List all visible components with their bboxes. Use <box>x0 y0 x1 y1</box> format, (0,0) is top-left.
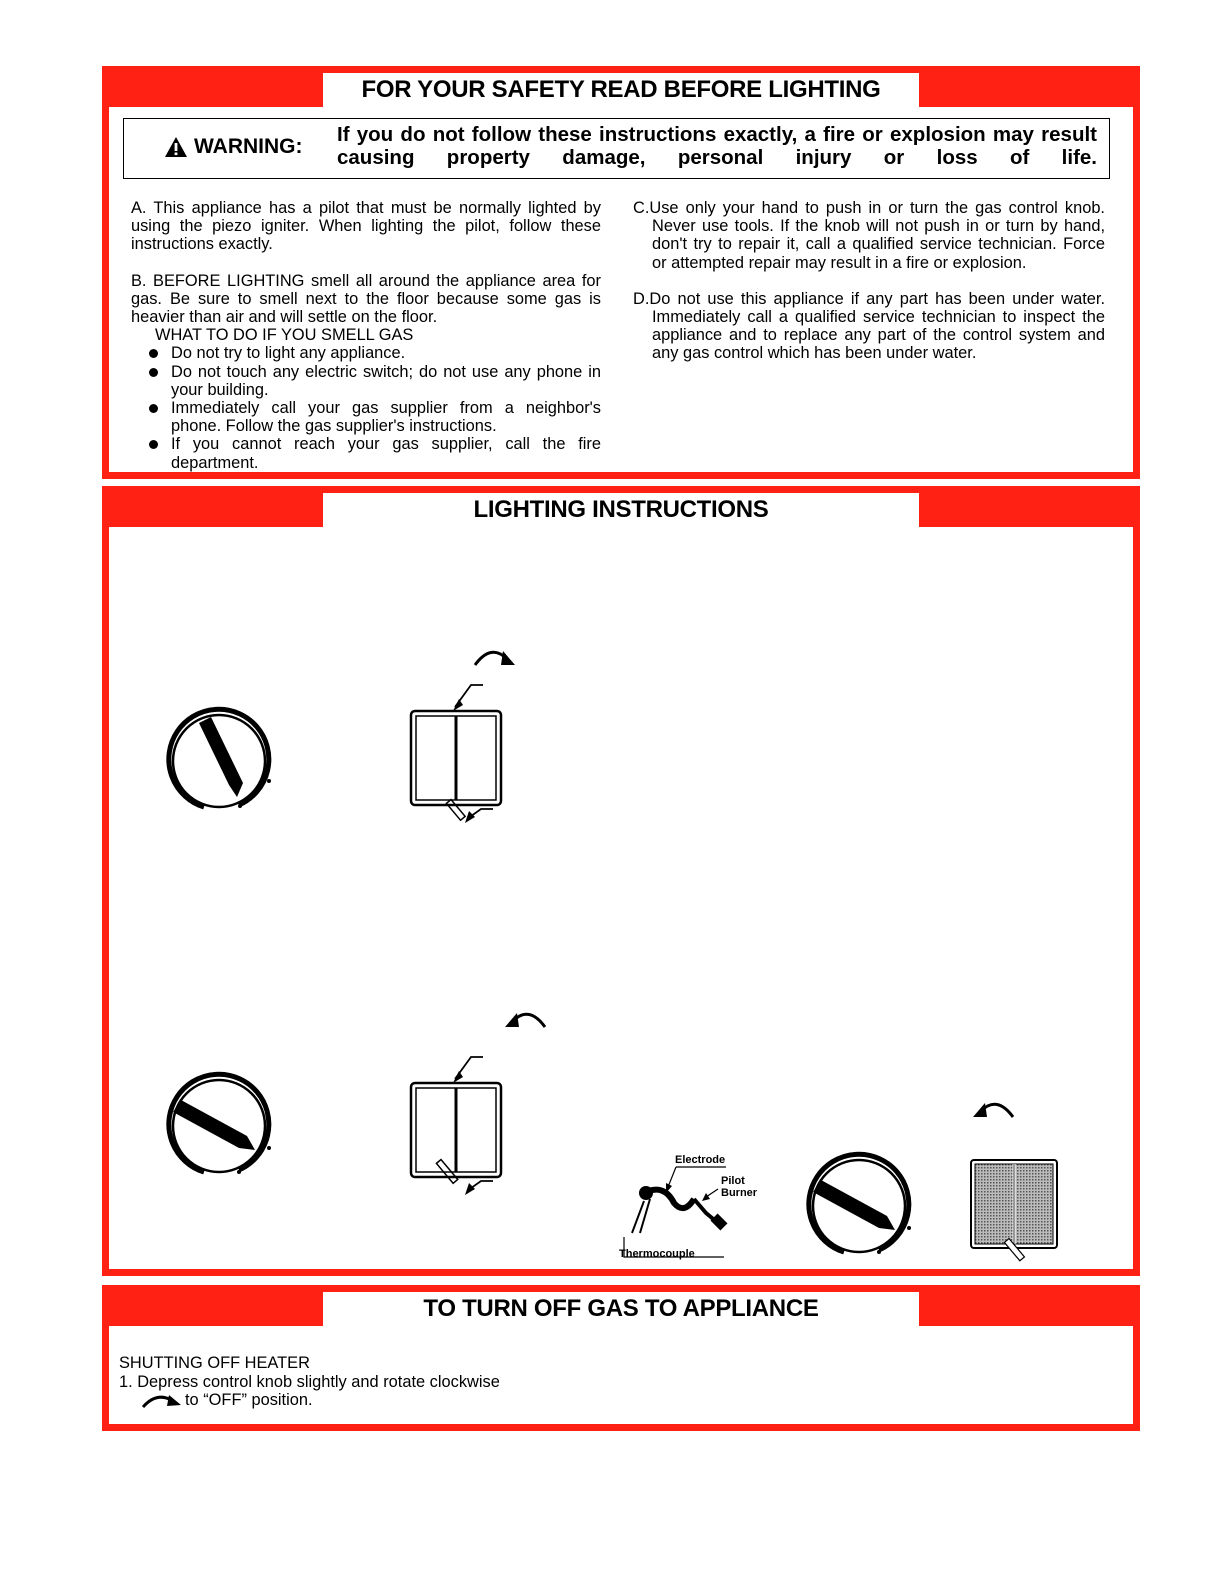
turn-off-title: TO TURN OFF GAS TO APPLIANCE <box>423 1295 819 1322</box>
list-item: Do not touch any electric switch; do not use any phone in your building. <box>171 362 601 399</box>
shut-off-step-1-tail: to “OFF” position. <box>185 1391 313 1409</box>
rotate-clockwise-arrow-icon <box>471 645 521 673</box>
electrode-label: Electrode <box>675 1154 726 1166</box>
shut-off-heading: SHUTTING OFF HEATER <box>119 1354 310 1372</box>
warning-label-group <box>164 135 303 159</box>
safety-right-column <box>633 199 1105 381</box>
para-b: B. BEFORE LIGHTING smell all around the appliance area for gas. Be sure to smell next to the floor because some gas is heavier than air and will settle on the floor. <box>131 271 601 327</box>
lighting-panel <box>102 486 1140 1276</box>
warning-box <box>123 118 1110 179</box>
turn-off-panel <box>102 1285 1140 1431</box>
warning-label: WARNING: <box>194 135 303 158</box>
list-item: Immediately call your gas supplier from a neighbor's phone. Follow the gas supplier's instructions. <box>171 399 601 436</box>
rotate-counterclockwise-arrow-icon <box>967 1097 1017 1125</box>
para-c: C.Use only your hand to push in or turn the gas control knob. Never use tools. If the knob will not push in or turn by hand, don't try to repair it, call a qualified service technician. Force or attempted repair may result in a fire or explosion. <box>633 199 1105 272</box>
safety-left-column <box>131 199 601 472</box>
control-panel-icon <box>407 681 517 831</box>
warning-triangle-icon <box>164 136 188 158</box>
pilot-burner-label: Pilot Burner <box>721 1175 758 1199</box>
shut-off-step-1-tail-row <box>119 1391 500 1410</box>
rotate-counterclockwise-arrow-icon <box>499 1007 549 1035</box>
rotate-clockwise-arrow-icon <box>139 1391 185 1409</box>
para-a: A. This appliance has a pilot that must be normally lighted by using the piezo igniter. When lighting the pilot, follow these instructions exactly. <box>131 199 601 254</box>
list-item: Do not try to light any appliance. <box>171 344 601 362</box>
heater-grille-icon <box>969 1158 1064 1268</box>
control-panel-icon <box>407 1053 517 1203</box>
control-knob-icon <box>159 1068 279 1188</box>
lighting-title: LIGHTING INSTRUCTIONS <box>473 496 769 523</box>
para-d: D.Do not use this appliance if any part has been under water. Immediately call a qualified service technician to inspect the appliance and to replace any part of the control system and any gas control which has been under water. <box>633 289 1105 363</box>
control-knob-icon <box>159 703 279 823</box>
smell-gas-list <box>131 344 601 471</box>
shut-off-step-1: 1. Depress control knob slightly and rotate clockwise <box>119 1372 500 1391</box>
thermocouple-label: Thermocouple <box>619 1248 695 1260</box>
safety-title: FOR YOUR SAFETY READ BEFORE LIGHTING <box>361 76 881 103</box>
warning-text: If you do not follow these instructions exactly, a fire or explosion may result causing property damage, personal injury or loss of life. <box>337 123 1097 169</box>
control-knob-icon <box>799 1148 919 1268</box>
shut-off-instructions <box>119 1354 500 1410</box>
list-item: If you cannot reach your gas supplier, call the fire department. <box>171 435 601 472</box>
smell-gas-heading: WHAT TO DO IF YOU SMELL GAS <box>155 326 414 345</box>
safety-panel <box>102 66 1140 479</box>
